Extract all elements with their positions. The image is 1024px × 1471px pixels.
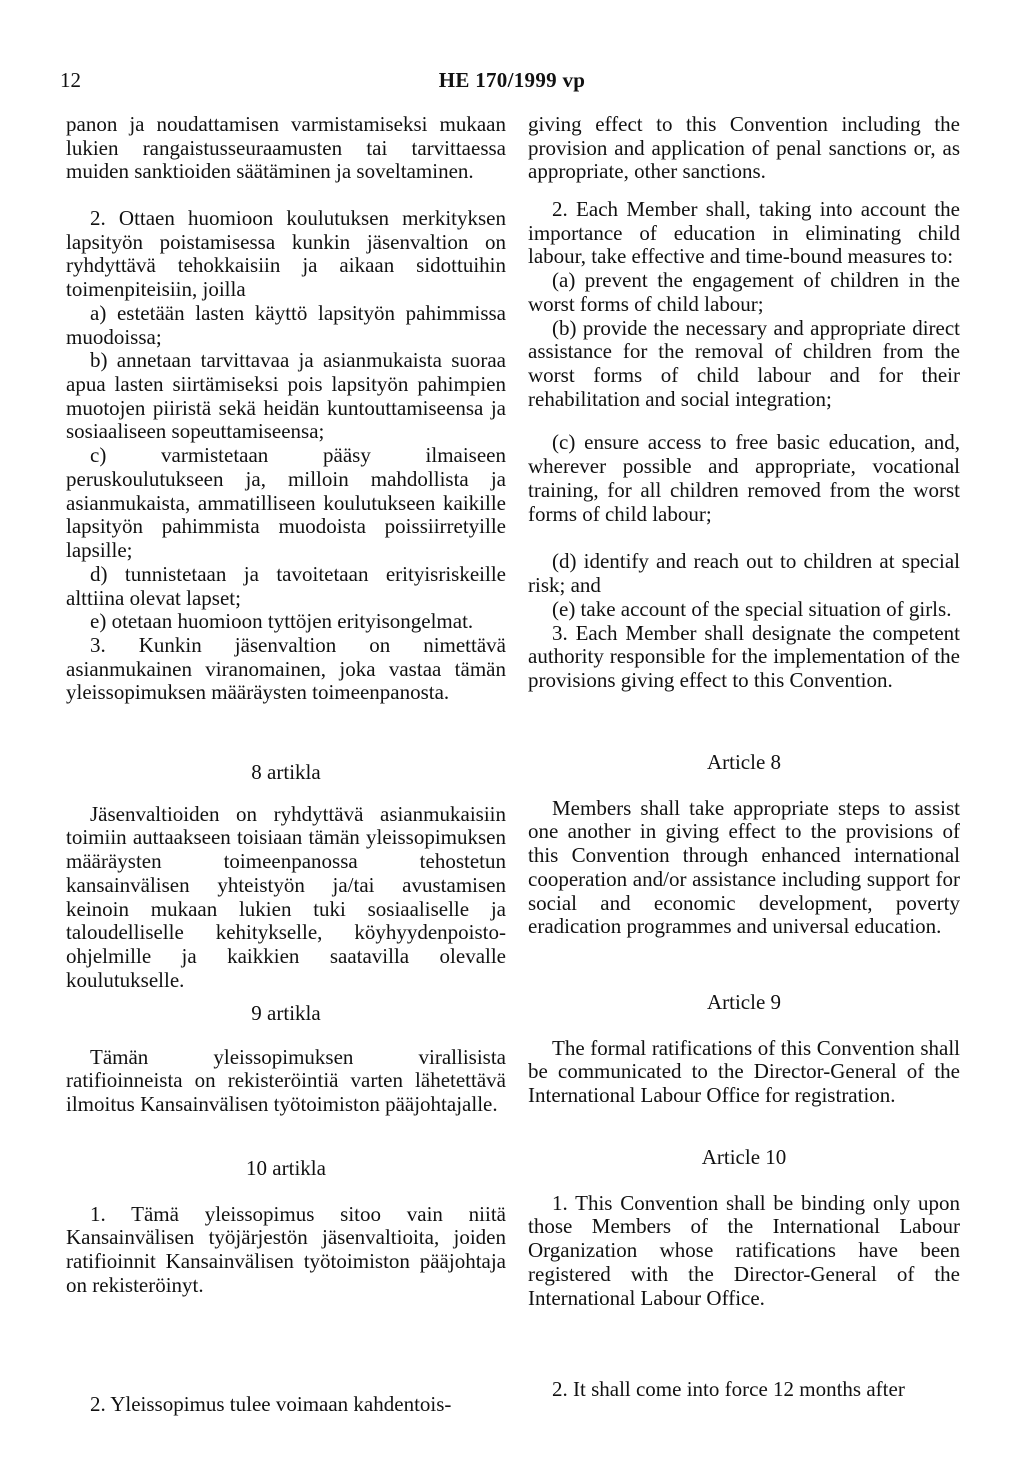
document-id: HE 170/1999 vp xyxy=(438,68,586,92)
en-item-c: (c) ensure access to free basic education, and, wherever possible and appropriate, vocational training, for all children removed from the worst forms of child labour; xyxy=(528,430,960,526)
fi-item-c: c) varmistetaan pääsy ilmaiseen peruskoulutukseen ja, milloin mahdollista ja asianmukaista, ammatilliseen koulutukseen kaikille lapsityön pahimmista muodoista poissiirretyille lapsille; xyxy=(66,443,506,563)
fi-article-10-para-1: 1. Tämä yleissopimus sitoo vain niitä Kansainvälisen työjärjestön jäsenvaltioita, joiden ratifioinnit Kansainvälisen työtoimiston pääjohtaja on rekisteröinyt. xyxy=(66,1201,506,1297)
page-number: 12 xyxy=(60,68,81,92)
en-article-8-heading: Article 8 xyxy=(706,750,782,774)
en-item-d: (d) identify and reach out to children at special risk; and xyxy=(528,549,960,598)
en-article-10-para-2-block xyxy=(528,1378,960,1402)
en-article-10-heading: Article 10 xyxy=(701,1145,787,1169)
fi-article-8 xyxy=(66,761,506,992)
en-article-8 xyxy=(528,751,960,939)
fi-item-e: e) otetaan huomioon tyttöjen erityisongelmat. xyxy=(90,609,474,634)
english-column xyxy=(528,113,960,693)
en-article-10-para-1: 1. This Convention shall be binding only upon those Members of the International Labour Organization whose ratifications have been registered with the Director-General of the International Labour Office. xyxy=(528,1190,960,1310)
fi-item-a: a) estetään lasten käyttö lapsityön pahimmissa muodoissa; xyxy=(66,300,506,349)
en-item-a: (a) prevent the engagement of children in the worst forms of child labour; xyxy=(528,268,960,316)
en-article-9-text: The formal ratifications of this Convention shall be communicated to the Director-General of the International Labour Office for registration. xyxy=(528,1035,960,1108)
fi-paragraph-3: 3. Kunkin jäsenvaltion on nimettävä asianmukainen viranomainen, joka vastaa tämän yleissopimuksen määräysten toimeenpanosta. xyxy=(66,632,506,705)
fi-article-8-text: Jäsenvaltioiden on ryhdyttävä asianmukaisiin toimiin auttaakseen toisiaan tämän yleissopimuksen määräysten toimeenpanossa tehostetun kansainvälisen yhteistyön ja/tai avustamisen keinoin mukaan lukien tuki sosiaaliselle ja taloudelliselle kehitykselle, köyhyydenpoisto-ohjelmille ja kaikkien saatavilla olevalle koulutukselle. xyxy=(66,801,506,992)
en-paragraph-2: 2. Each Member shall, taking into account the importance of education in eliminating child labour, take effective and time-bound measures to: xyxy=(528,197,960,269)
fi-paragraph-continued: panon ja noudattamisen varmistamiseksi mukaan lukien rangaistusseuraamusten tai tarvittaessa muiden sanktioiden säätäminen ja soveltaminen. xyxy=(66,112,506,184)
fi-paragraph-2: 2. Ottaen huomioon koulutuksen merkityksen lapsityön poistamisessa kunkin jäsenvaltion on ryhdyttävä tehokkaisiin ja aikaan sidottuihin toimenpiteisiin, joilla xyxy=(66,206,506,302)
en-article-8-text: Members shall take appropriate steps to assist one another in giving effect to the provisions of this Convention through enhanced international cooperation and/or assistance including support for social and economic development, poverty eradication programmes and universal education. xyxy=(528,795,960,939)
fi-article-9-text: Tämän yleissopimuksen virallisista ratifioinneista on rekisteröintiä varten lähetettävä ilmoitus Kansainvälisen työtoimiston pääjohtajalle. xyxy=(66,1044,506,1117)
en-item-e: (e) take account of the special situation of girls. xyxy=(552,596,952,621)
fi-article-8-heading: 8 artikla xyxy=(251,760,321,784)
fi-article-9-heading: 9 artikla xyxy=(251,1001,321,1025)
en-article-9-heading: Article 9 xyxy=(706,990,782,1014)
fi-article-10-para-2: 2. Yleissopimus tulee voimaan kahdentois- xyxy=(90,1392,452,1416)
en-item-b: (b) provide the necessary and appropriate direct assistance for the removal of children from the worst forms of child labour and for their rehabilitation and social integration; xyxy=(528,315,960,411)
en-paragraph-3: 3. Each Member shall designate the competent authority responsible for the implementation of the provisions giving effect to this Convention. xyxy=(528,620,960,692)
fi-item-b: b) annetaan tarvittavaa ja asianmukaista suoraa apua lasten siirtämiseksi pois lapsityön pahimpien muotojen piiristä sekä heidän kuntouttamiseensa ja sosiaaliseen sopeuttamiseensa; xyxy=(66,348,506,444)
fi-article-10-para-2-block xyxy=(66,1393,506,1417)
fi-item-d: d) tunnistetaan ja tavoitetaan erityisriskeille alttiina olevat lapset; xyxy=(66,561,506,610)
finnish-column xyxy=(66,113,506,705)
fi-article-10-heading: 10 artikla xyxy=(246,1156,326,1180)
fi-article-9 xyxy=(66,1002,506,1117)
en-paragraph-continued: giving effect to this Convention including the provision and application of penal sanctions or, as appropriate, other sanctions. xyxy=(528,112,960,184)
fi-article-10 xyxy=(66,1157,506,1298)
page-header xyxy=(0,68,1024,98)
en-article-10-para-2: 2. It shall come into force 12 months after xyxy=(552,1377,905,1401)
en-article-10 xyxy=(528,1146,960,1310)
en-article-9 xyxy=(528,991,960,1108)
